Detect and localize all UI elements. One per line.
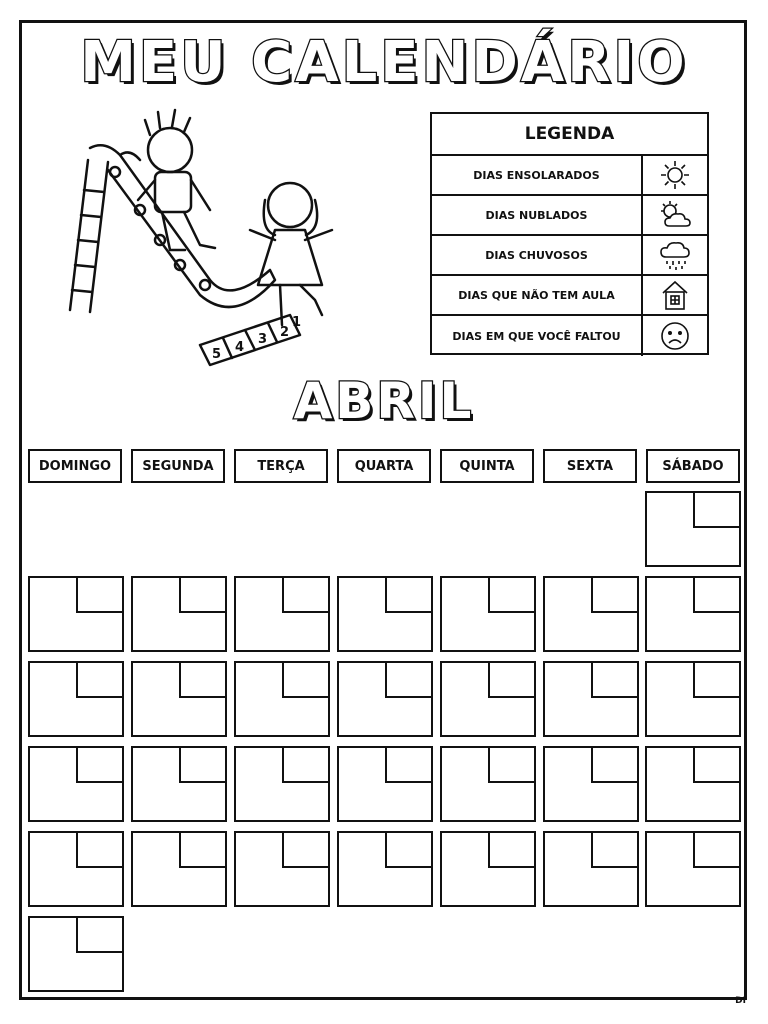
legend-label: DIAS EM QUE VOCÊ FALTOU [432, 316, 643, 356]
calendar-day-cell [28, 576, 124, 652]
calendar-day-cell [543, 746, 639, 822]
calendar-day-cell [440, 576, 536, 652]
day-number-box [179, 746, 227, 783]
calendar-day-cell [28, 831, 124, 907]
calendar-day-cell [337, 746, 433, 822]
legend-row [432, 236, 707, 276]
hopscotch-number: 3 [258, 332, 268, 347]
calendar-day-cell [645, 576, 741, 652]
day-number-box [385, 576, 433, 613]
calendar-day-cell [645, 491, 741, 567]
calendar-day-cell [645, 661, 741, 737]
day-number-box [179, 661, 227, 698]
rain-cloud-icon [658, 239, 692, 271]
weekday-tuesday: TERÇA [234, 449, 328, 483]
calendar-day-cell [543, 831, 639, 907]
day-number-box [282, 831, 330, 868]
calendar-day-cell [28, 916, 124, 992]
weekday-sunday: DOMINGO [28, 449, 122, 483]
hopscotch-number: 4 [235, 340, 245, 355]
calendar-day-cell [131, 746, 227, 822]
day-number-box [282, 746, 330, 783]
house-icon [660, 279, 690, 311]
day-number-box [385, 746, 433, 783]
calendar-day-cell [645, 831, 741, 907]
calendar-day-cell [234, 576, 330, 652]
day-number-box [591, 746, 639, 783]
calendar-day-cell [440, 746, 536, 822]
legend-row [432, 196, 707, 236]
weekday-saturday: SÁBADO [646, 449, 740, 483]
day-number-box [488, 661, 536, 698]
legend-label: DIAS NUBLADOS [432, 196, 643, 234]
hopscotch-number: 5 [212, 347, 222, 362]
calendar-day-cell [543, 576, 639, 652]
day-number-box [693, 576, 741, 613]
calendar-day-cell [28, 746, 124, 822]
day-number-box [488, 576, 536, 613]
day-number-box [488, 831, 536, 868]
calendar-day-cell [234, 661, 330, 737]
watermark: DI [735, 996, 746, 1006]
calendar-day-cell [234, 746, 330, 822]
cloud-sun-icon [657, 199, 693, 231]
hopscotch-number: 2 [280, 325, 290, 340]
legend-table [430, 112, 709, 355]
calendar-day-cell [337, 661, 433, 737]
calendar-day-cell [131, 831, 227, 907]
calendar-day-cell [234, 831, 330, 907]
day-number-box [591, 661, 639, 698]
day-number-box [693, 661, 741, 698]
day-number-box [76, 831, 124, 868]
calendar-day-cell [28, 661, 124, 737]
weekday-wednesday: QUARTA [337, 449, 431, 483]
day-number-box [693, 831, 741, 868]
day-number-box [76, 916, 124, 953]
calendar-day-cell [543, 661, 639, 737]
sad-face-icon [659, 320, 691, 352]
calendar-day-cell [645, 746, 741, 822]
day-number-box [591, 576, 639, 613]
weekday-monday: SEGUNDA [131, 449, 225, 483]
calendar-day-cell [131, 576, 227, 652]
weekday-friday: SEXTA [543, 449, 637, 483]
weekday-header-row [28, 449, 740, 483]
legend-row [432, 316, 707, 356]
legend-row [432, 276, 707, 316]
legend-title: LEGENDA [432, 114, 707, 156]
month-title: ABRIL [293, 372, 475, 430]
day-number-box [693, 746, 741, 783]
weekday-thursday: QUINTA [440, 449, 534, 483]
calendar-day-cell [131, 661, 227, 737]
day-number-box [179, 576, 227, 613]
calendar-day-cell [440, 661, 536, 737]
day-number-box [488, 746, 536, 783]
day-number-box [282, 661, 330, 698]
day-number-box [76, 746, 124, 783]
page-title: MEU CALENDÁRIO [80, 30, 688, 95]
day-number-box [76, 661, 124, 698]
day-number-box [282, 576, 330, 613]
children-playground-icon [60, 100, 370, 380]
calendar-day-cell [337, 576, 433, 652]
calendar-day-cell [440, 831, 536, 907]
calendar-day-cell [337, 831, 433, 907]
legend-label: DIAS QUE NÃO TEM AULA [432, 276, 643, 314]
day-number-box [179, 831, 227, 868]
sun-icon [659, 159, 691, 191]
day-number-box [76, 576, 124, 613]
day-number-box [591, 831, 639, 868]
day-number-box [385, 661, 433, 698]
day-number-box [385, 831, 433, 868]
legend-row [432, 156, 707, 196]
day-number-box [693, 491, 741, 528]
hopscotch-number: 1 [292, 315, 302, 330]
legend-label: DIAS ENSOLARADOS [432, 156, 643, 194]
legend-label: DIAS CHUVOSOS [432, 236, 643, 274]
